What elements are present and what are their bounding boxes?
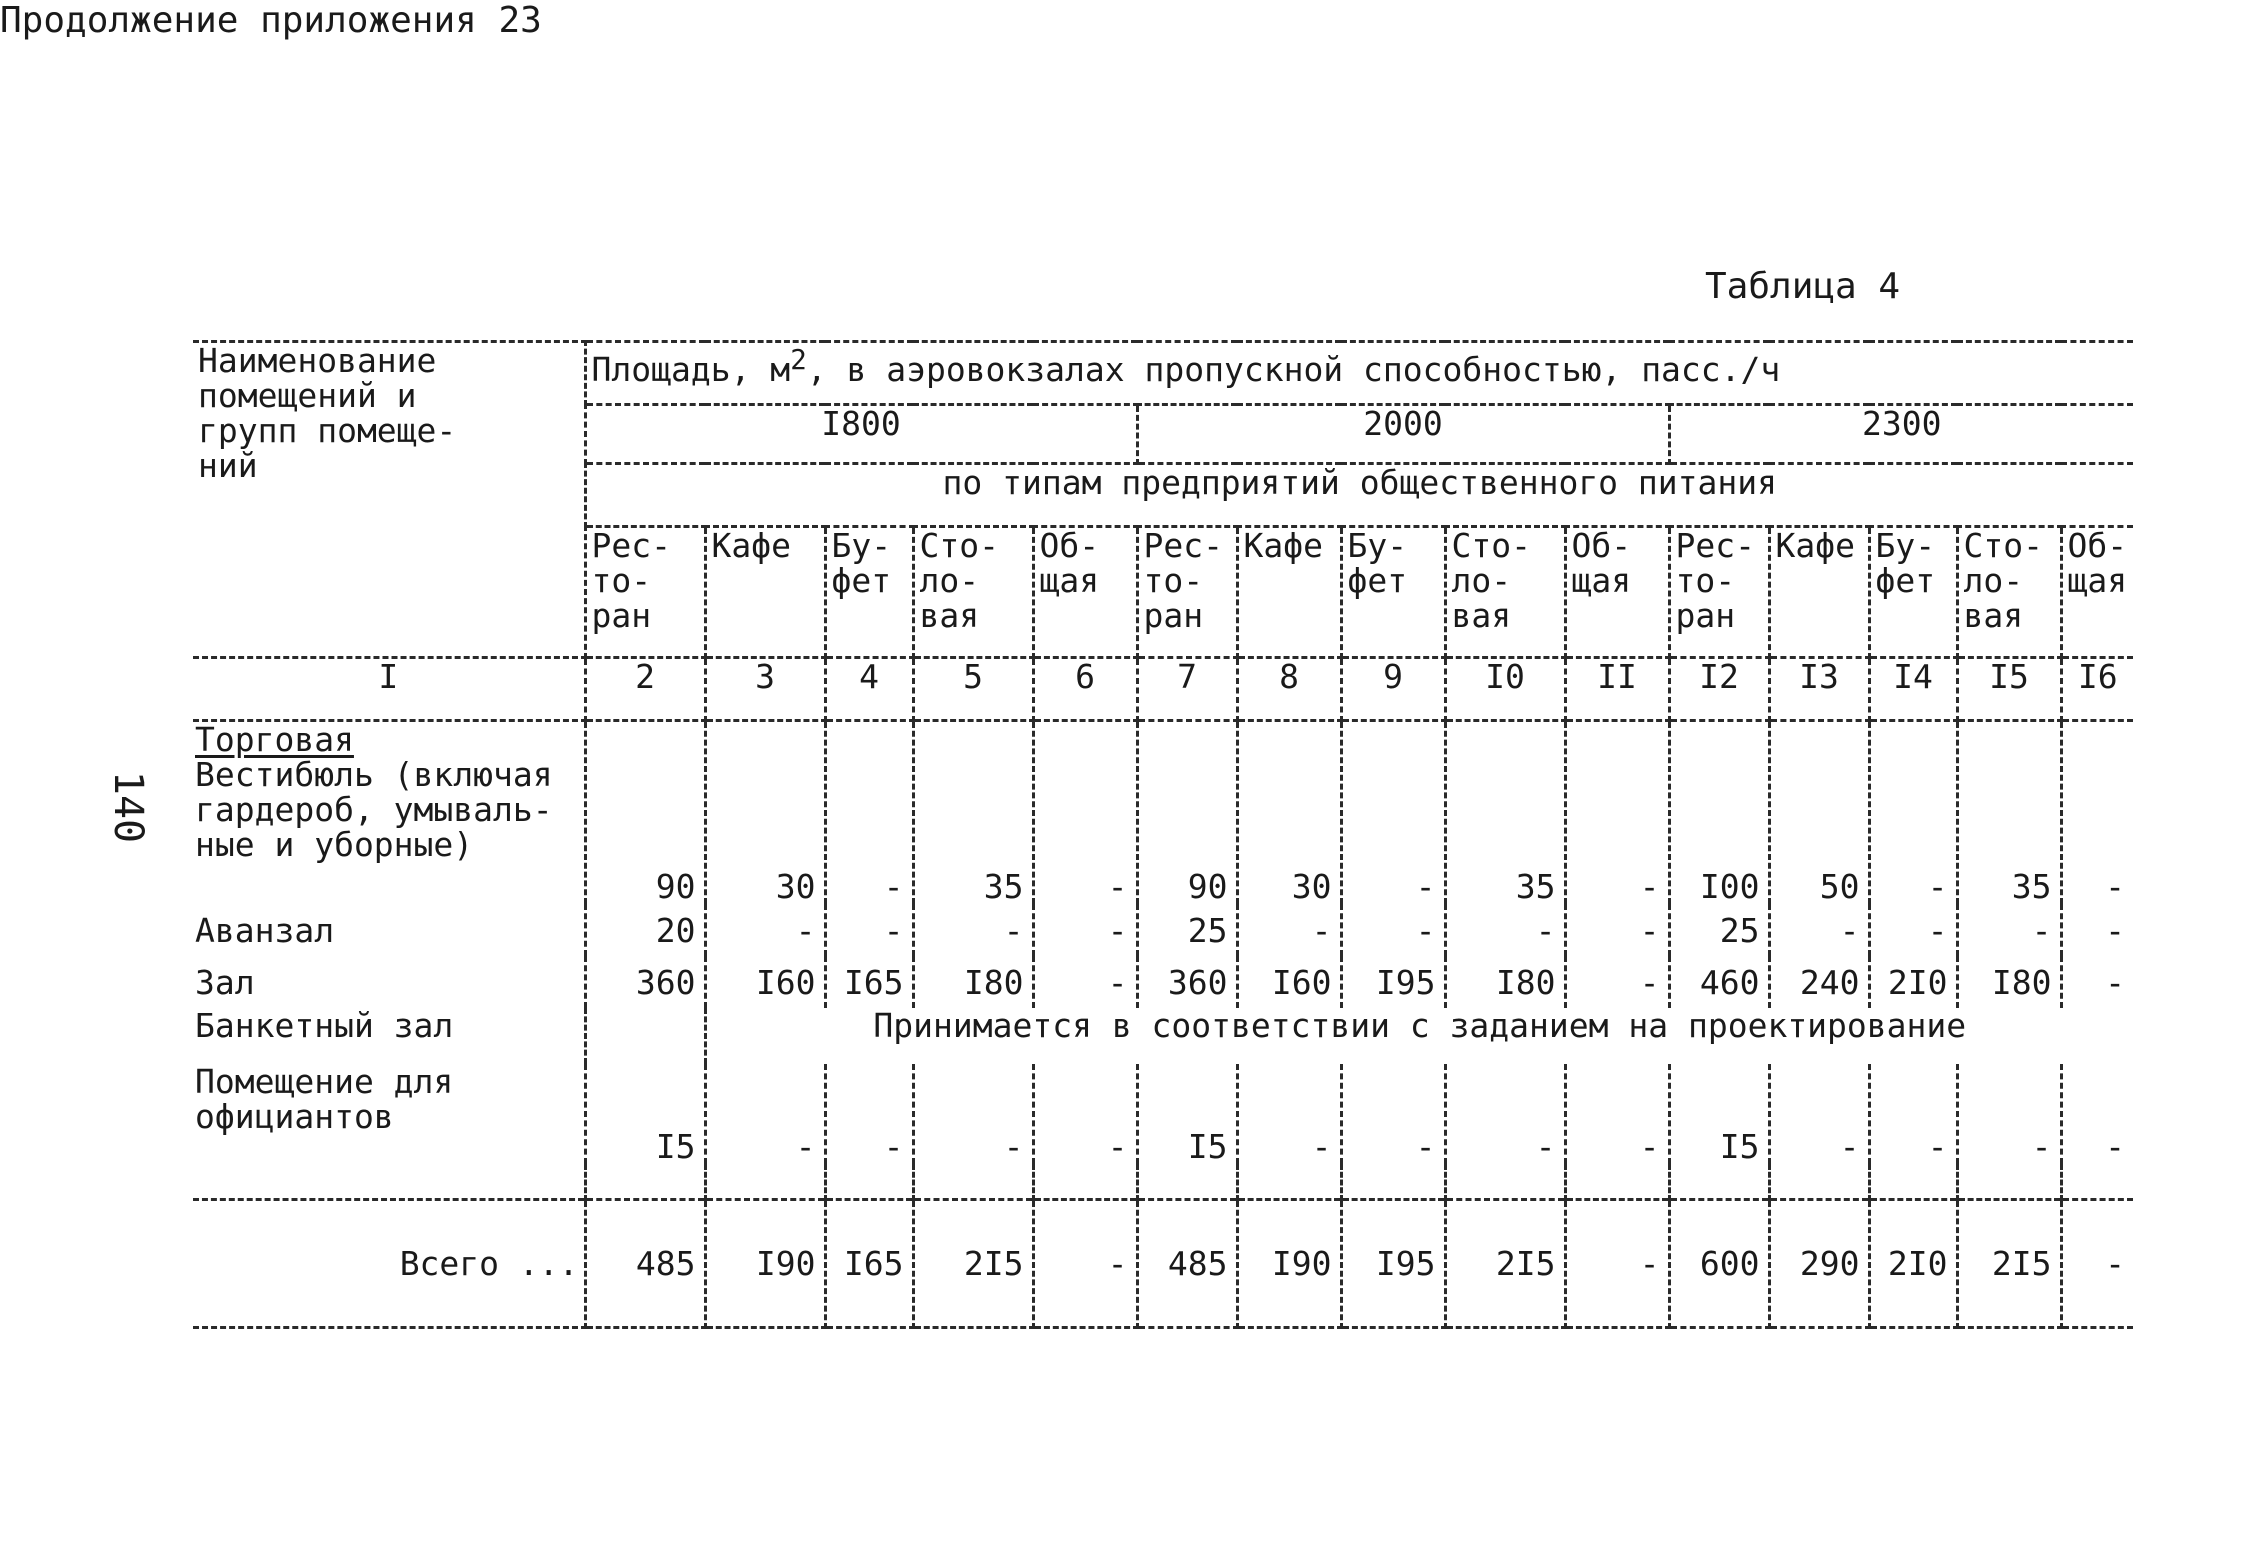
- subheader-line: Рес-: [1675, 526, 1755, 565]
- subheader-line: то-: [1143, 561, 1204, 600]
- subheader-line: Сто-: [919, 526, 999, 565]
- table-row-avanzal: [193, 904, 2133, 956]
- column-number: 9: [1341, 658, 1445, 721]
- header-line: помещений и: [198, 376, 417, 415]
- spacer-cell: [1869, 1164, 1957, 1200]
- subheader-line: фет: [831, 561, 892, 600]
- table-cell: I80: [913, 956, 1033, 1008]
- spacer-cell: [585, 1164, 705, 1200]
- row-label-line: Вестибюль (включая: [195, 755, 553, 794]
- table-row-vestibule: [193, 721, 2133, 905]
- spacer-cell: [1341, 1164, 1445, 1200]
- subheader-cell: [1869, 527, 1957, 658]
- table-cell: 35: [1445, 721, 1565, 905]
- table-cell: I60: [1237, 956, 1341, 1008]
- row-label: Аванзал: [193, 904, 585, 956]
- table-cell: -: [1565, 904, 1669, 956]
- table-cell: -: [2061, 1064, 2133, 1164]
- table-cell: 25: [1669, 904, 1769, 956]
- table-cell: I5: [585, 1064, 705, 1164]
- column-number: I5: [1957, 658, 2061, 721]
- table-cell: 25: [1137, 904, 1237, 956]
- table-cell: -: [1033, 956, 1137, 1008]
- spacer-cell: [1137, 1164, 1237, 1200]
- table-cell: -: [913, 904, 1033, 956]
- total-cell: I95: [1341, 1200, 1445, 1328]
- table-cell: [585, 1008, 705, 1064]
- page-header: Продолжение приложения 23: [0, 0, 542, 41]
- row-label-line: гардероб, умываль-: [195, 790, 553, 829]
- table-cell: 30: [705, 721, 825, 905]
- total-cell: 2I5: [1445, 1200, 1565, 1328]
- column-number: I6: [2061, 658, 2133, 721]
- total-cell: I65: [825, 1200, 913, 1328]
- table-cell: -: [825, 1064, 913, 1164]
- subheader-line: щая: [1039, 561, 1100, 600]
- capacity-header: 2300: [1669, 405, 2133, 464]
- table-cell: I5: [1137, 1064, 1237, 1164]
- row-label-line: ные и уборные): [195, 825, 474, 864]
- spacer-cell: [825, 1164, 913, 1200]
- capacity-header: I800: [585, 405, 1137, 464]
- subheader-line: ран: [591, 596, 652, 635]
- table-cell: -: [1565, 956, 1669, 1008]
- total-cell: -: [2061, 1200, 2133, 1328]
- total-cell: I90: [705, 1200, 825, 1328]
- column-number: I: [193, 658, 585, 721]
- table-cell: -: [1769, 904, 1869, 956]
- table-cell: -: [1341, 1064, 1445, 1164]
- subheader-line: ран: [1675, 596, 1736, 635]
- subheader-line: вая: [919, 596, 980, 635]
- table-cell: 460: [1669, 956, 1769, 1008]
- table-number: Таблица 4: [1705, 266, 1901, 307]
- table-cell: -: [1869, 721, 1957, 905]
- subheader-cell: [2061, 527, 2133, 658]
- table-cell: 35: [913, 721, 1033, 905]
- table-row-waiters: [193, 1064, 2133, 1164]
- table-cell: -: [825, 904, 913, 956]
- table-cell: -: [2061, 721, 2133, 905]
- table-cell: -: [2061, 904, 2133, 956]
- row-label: [193, 1064, 585, 1164]
- table-cell: -: [705, 904, 825, 956]
- subheader-cell: [585, 527, 705, 658]
- table-cell: -: [1341, 721, 1445, 905]
- subheader-line: Бу-: [831, 526, 892, 565]
- table-row-total: [193, 1200, 2133, 1328]
- table-cell: -: [1445, 1064, 1565, 1164]
- table-cell: -: [1565, 721, 1669, 905]
- table-cell: -: [1033, 721, 1137, 905]
- column-number: 4: [825, 658, 913, 721]
- table-cell: I00: [1669, 721, 1769, 905]
- subheader-cell: [1237, 527, 1341, 658]
- total-cell: 485: [1137, 1200, 1237, 1328]
- column-number: I2: [1669, 658, 1769, 721]
- subheader-cell: [1137, 527, 1237, 658]
- table-cell: I80: [1957, 956, 2061, 1008]
- types-title: по типам предприятий общественного питания: [585, 464, 2133, 527]
- table-cell: I60: [705, 956, 825, 1008]
- subheader-line: Рес-: [591, 526, 671, 565]
- table-cell: I80: [1445, 956, 1565, 1008]
- table-cell: I95: [1341, 956, 1445, 1008]
- table-cell: 90: [585, 721, 705, 905]
- subheader-cell: [1341, 527, 1445, 658]
- column-header-room-name: [193, 342, 585, 658]
- subheader-line: то-: [591, 561, 652, 600]
- subheader-line: Кафе: [1243, 526, 1323, 565]
- spacer-cell: [1769, 1164, 1869, 1200]
- spacer-cell: [1669, 1164, 1769, 1200]
- row-label-line: официантов: [195, 1097, 394, 1136]
- column-number: 6: [1033, 658, 1137, 721]
- subheader-cell: [705, 527, 825, 658]
- table-cell: 240: [1769, 956, 1869, 1008]
- column-number: I3: [1769, 658, 1869, 721]
- subheader-line: Сто-: [1963, 526, 2043, 565]
- header-line: ний: [198, 446, 258, 485]
- subheader-line: Сто-: [1451, 526, 1531, 565]
- spacer-cell: [193, 1164, 585, 1200]
- spacer-cell: [1565, 1164, 1669, 1200]
- table-cell: -: [1869, 1064, 1957, 1164]
- row-label: Зал: [193, 956, 585, 1008]
- header-row-area: [193, 342, 2133, 405]
- subheader-line: Бу-: [1875, 526, 1936, 565]
- group-title: Торговая: [195, 720, 354, 759]
- subheader-line: щая: [1571, 561, 1632, 600]
- subheader-cell: [1033, 527, 1137, 658]
- table-cell: I65: [825, 956, 913, 1008]
- total-cell: 2I5: [1957, 1200, 2061, 1328]
- subheader-cell: [1769, 527, 1869, 658]
- table-cell: -: [1769, 1064, 1869, 1164]
- subheader-cell: [1669, 527, 1769, 658]
- area-title-sup: 2: [790, 344, 807, 376]
- spacer-cell: [1445, 1164, 1565, 1200]
- total-cell: -: [1033, 1200, 1137, 1328]
- subheader-line: Кафе: [711, 526, 791, 565]
- table-cell: -: [2061, 956, 2133, 1008]
- subheader-line: ло-: [1451, 561, 1512, 600]
- subheader-line: ло-: [1963, 561, 2024, 600]
- row-label: [193, 721, 585, 905]
- row-label: Банкетный зал: [193, 1008, 585, 1064]
- spacer-cell: [1957, 1164, 2061, 1200]
- subheader-line: фет: [1875, 561, 1936, 600]
- spacer-cell: [705, 1164, 825, 1200]
- spacer-cell: [913, 1164, 1033, 1200]
- column-number: 5: [913, 658, 1033, 721]
- table-cell: 360: [1137, 956, 1237, 1008]
- total-cell: I90: [1237, 1200, 1341, 1328]
- subheader-line: Кафе: [1775, 526, 1855, 565]
- table-cell: -: [705, 1064, 825, 1164]
- spacer-cell: [1237, 1164, 1341, 1200]
- page-number: 140: [105, 770, 152, 844]
- table-cell: 35: [1957, 721, 2061, 905]
- column-number: II: [1565, 658, 1669, 721]
- subheader-line: ран: [1143, 596, 1204, 635]
- subheader-cell: [825, 527, 913, 658]
- subheader-line: Об-: [2067, 526, 2128, 565]
- table-row-hall: [193, 956, 2133, 1008]
- column-number: I0: [1445, 658, 1565, 721]
- total-cell: -: [1565, 1200, 1669, 1328]
- subheader-line: Об-: [1571, 526, 1632, 565]
- area-title: [585, 342, 2133, 405]
- column-number: 2: [585, 658, 705, 721]
- table-cell: 360: [585, 956, 705, 1008]
- subheader-line: щая: [2067, 561, 2128, 600]
- table-cell: -: [1869, 904, 1957, 956]
- subheader-cell: [1445, 527, 1565, 658]
- table-cell: 20: [585, 904, 705, 956]
- table-cell: -: [1237, 1064, 1341, 1164]
- table-cell: -: [1033, 1064, 1137, 1164]
- table-cell: -: [1033, 904, 1137, 956]
- subheader-line: Об-: [1039, 526, 1100, 565]
- subheader-line: фет: [1347, 561, 1408, 600]
- subheader-cell: [1957, 527, 2061, 658]
- capacity-header: 2000: [1137, 405, 1669, 464]
- row-label-line: Помещение для: [195, 1064, 454, 1101]
- spacer-cell: [2061, 1164, 2133, 1200]
- header-line: Наименование: [198, 341, 437, 380]
- table-cell: -: [1341, 904, 1445, 956]
- total-cell: 600: [1669, 1200, 1769, 1328]
- data-table: [193, 340, 2133, 1329]
- total-cell: 2I0: [1869, 1200, 1957, 1328]
- table-cell: -: [1957, 1064, 2061, 1164]
- spacer-cell: [1033, 1164, 1137, 1200]
- table-cell: -: [913, 1064, 1033, 1164]
- spacer-row: [193, 1164, 2133, 1200]
- table-cell: 50: [1769, 721, 1869, 905]
- total-cell: 2I5: [913, 1200, 1033, 1328]
- area-title-pre: Площадь, м: [591, 350, 791, 389]
- table-row-banquet: [193, 1008, 2133, 1064]
- total-cell: 290: [1769, 1200, 1869, 1328]
- column-number: 7: [1137, 658, 1237, 721]
- table-cell: -: [1957, 904, 2061, 956]
- subheader-cell: [913, 527, 1033, 658]
- table-cell: -: [1565, 1064, 1669, 1164]
- subheader-line: ло-: [919, 561, 980, 600]
- subheader-line: Рес-: [1143, 526, 1223, 565]
- total-label: Всего ...: [193, 1200, 585, 1328]
- table-container: [193, 340, 2133, 1329]
- table-cell: I5: [1669, 1064, 1769, 1164]
- area-title-post: , в аэровокзалах пропускной способностью, пасс./ч: [806, 350, 1781, 389]
- table-cell: 30: [1237, 721, 1341, 905]
- table-cell: -: [1445, 904, 1565, 956]
- subheader-line: вая: [1451, 596, 1512, 635]
- subheader-line: Бу-: [1347, 526, 1408, 565]
- table-cell: 2I0: [1869, 956, 1957, 1008]
- header-line: групп помеще-: [198, 411, 457, 450]
- table-cell: 90: [1137, 721, 1237, 905]
- table-cell: -: [1237, 904, 1341, 956]
- column-number: I4: [1869, 658, 1957, 721]
- column-number-row: [193, 658, 2133, 721]
- total-cell: 485: [585, 1200, 705, 1328]
- table-cell: -: [825, 721, 913, 905]
- subheader-cell: [1565, 527, 1669, 658]
- subheader-line: вая: [1963, 596, 2024, 635]
- subheader-line: то-: [1675, 561, 1736, 600]
- column-number: 3: [705, 658, 825, 721]
- banquet-note: Принимается в соответствии с заданием на проектирование: [705, 1008, 2133, 1064]
- column-number: 8: [1237, 658, 1341, 721]
